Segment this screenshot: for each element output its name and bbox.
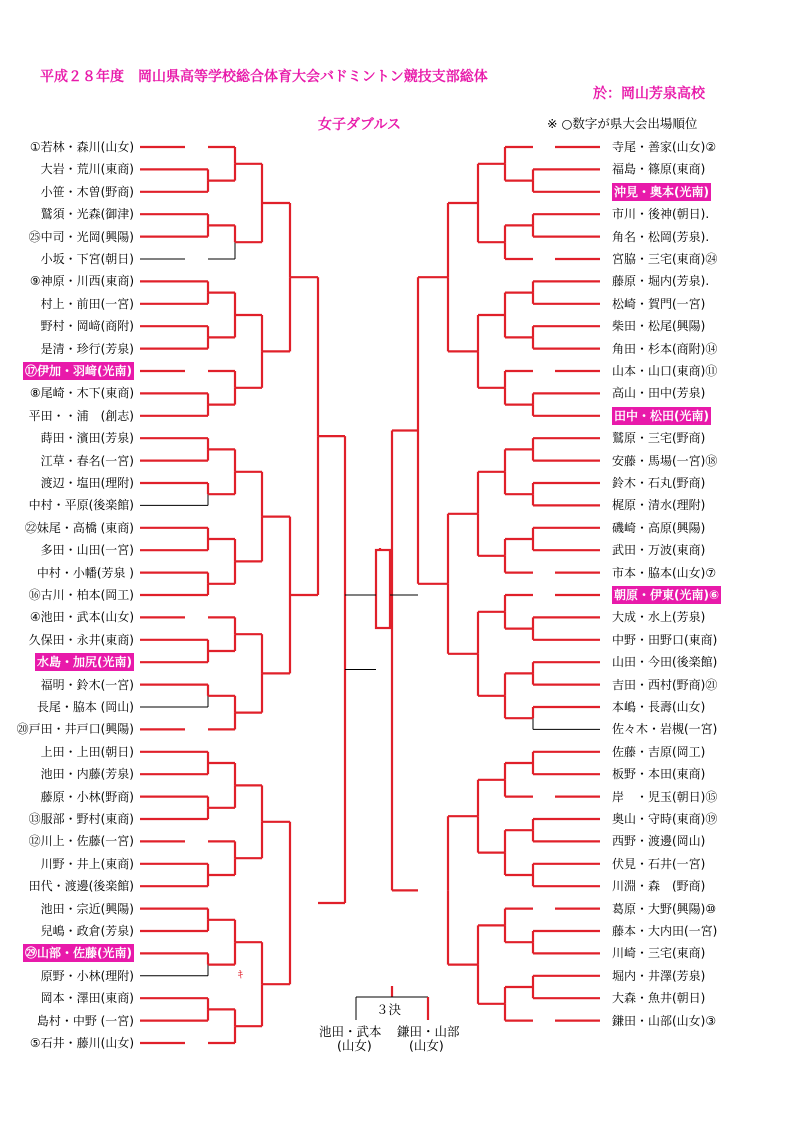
event-title: 女子ダブルス xyxy=(318,117,402,133)
third-place-label: ３決 xyxy=(376,1002,402,1017)
left-entry: 鷲須・光森(御津) xyxy=(40,207,134,222)
left-entry: 池田・内藤(芳泉) xyxy=(40,767,134,782)
left-entry: 渡辺・塩田(理附) xyxy=(40,476,134,490)
right-entry: 安藤・馬場(一宮)⑱ xyxy=(612,453,718,468)
third-place-left-name: 池田・武本 xyxy=(319,1024,382,1039)
qualification-note: ※ ○数字が県大会出場順位 xyxy=(547,116,698,131)
right-entry: 鎌田・山部(山女)③ xyxy=(612,1013,717,1028)
left-entry: 田代・渡邊(後楽館) xyxy=(28,879,134,894)
right-entry: 田中・松田(光南) xyxy=(614,408,709,423)
left-entry: ④池田・武本(山女) xyxy=(29,610,134,625)
left-entry: ⑧尾崎・木下(東商) xyxy=(29,386,134,401)
right-entry: 高山・田中(芳泉) xyxy=(612,386,706,401)
left-entry: 岡本・澤田(東商) xyxy=(40,991,134,1006)
left-entry: 村上・前田(一宮) xyxy=(40,296,134,311)
right-entry: 磯崎・高原(興陽) xyxy=(612,520,706,535)
right-entry: 宮脇・三宅(東商)㉔ xyxy=(612,252,718,266)
right-entry: 中野・田野口(東商) xyxy=(612,632,718,647)
small-mark: ｷ xyxy=(238,970,243,981)
right-entry: 吉田・西村(野商)㉑ xyxy=(612,677,718,692)
third-place-left-school: (山女) xyxy=(337,1038,372,1053)
venue-label: 於：岡山芳泉高校 xyxy=(593,86,705,102)
left-entry: 島村・中野 (一宮) xyxy=(36,1013,134,1028)
right-entry: 葛原・大野(興陽)⑩ xyxy=(612,901,717,916)
left-entry: ㉒妹尾・高橋 (東商) xyxy=(24,520,134,535)
left-entry: 原野・小林(理附) xyxy=(40,968,134,983)
right-entry: 佐藤・吉原(岡工) xyxy=(612,744,706,759)
left-entry: ⑬服部・野村(東商) xyxy=(28,812,134,826)
left-entry: 小坂・下宮(朝日) xyxy=(40,252,134,266)
right-entry: 堀内・井澤(芳泉) xyxy=(612,968,706,983)
right-entry: 板野・本田(東商) xyxy=(612,767,706,782)
third-place-right-school: (山女) xyxy=(409,1038,444,1053)
left-entry: ⑫川上・佐藤(一宮) xyxy=(28,834,134,849)
right-entry: 梶原・清水(理附) xyxy=(612,498,706,513)
right-entry: 伏見・石井(一宮) xyxy=(612,856,706,871)
left-entry: ⑤石井・藤川(山女) xyxy=(29,1036,134,1050)
right-entry: 柴田・松尾(興陽) xyxy=(612,319,706,334)
left-entry: ⑳戸田・井戸口(興陽) xyxy=(16,722,134,737)
left-entry: 上田・上田(朝日) xyxy=(40,744,134,759)
left-entry: 兒嶋・政倉(芳泉) xyxy=(40,924,134,938)
right-entry: 角田・杉本(商附)⑭ xyxy=(612,341,718,356)
final-box xyxy=(376,550,390,628)
left-entry: ①若林・森川(山女) xyxy=(29,140,134,154)
left-entry: 水島・加尻(光南) xyxy=(37,655,132,670)
right-entry: 武田・万波(東商) xyxy=(612,543,706,558)
right-entry: 大森・魚井(朝日) xyxy=(612,991,706,1006)
left-entry: 多田・山田(一宮) xyxy=(40,543,134,558)
right-entry: 鷲原・三宅(野商) xyxy=(612,431,706,446)
left-entry: 池田・宗近(興陽) xyxy=(40,901,134,916)
left-entry: 蒔田・濱田(芳泉) xyxy=(40,431,134,446)
right-entry: 川淵・森 (野商) xyxy=(612,879,706,894)
left-entry: 中村・小幡(芳泉 ) xyxy=(36,565,134,580)
right-entry: 佐々木・岩槻(一宮) xyxy=(612,722,718,737)
left-entry: ㉙山部・佐藤(光南) xyxy=(25,946,132,961)
right-entry: 市川・後神(朝日). xyxy=(612,207,710,222)
right-entry: 藤本・大内田(一宮) xyxy=(612,924,718,938)
right-entry: 角名・松岡(芳泉). xyxy=(612,229,710,244)
right-entry: 奥山・守時(東商)⑲ xyxy=(612,812,718,826)
right-entry: 山田・今田(後楽館) xyxy=(612,655,718,670)
left-entry: 平田・・浦 (創志) xyxy=(28,408,134,423)
right-entry: 山本・山口(東商)⑪ xyxy=(612,364,718,378)
left-entry: 長尾・脇本 (岡山) xyxy=(36,700,134,714)
left-entry: 川野・井上(東商) xyxy=(40,856,134,871)
left-entry: ⑨神原・川西(東商) xyxy=(29,274,134,289)
right-entry: 西野・渡邊(岡山) xyxy=(612,834,706,849)
page-title: 平成２８年度 岡山県高等学校総合体育大会バドミントン競技支部総体 xyxy=(40,69,488,85)
left-entry: 江草・春名(一宮) xyxy=(40,453,134,468)
right-entry: 朝原・伊東(光南)⑥ xyxy=(614,588,720,602)
left-entry: 久保田・永井(東商) xyxy=(28,632,134,647)
left-entry: 小笹・木曽(野商) xyxy=(40,184,134,199)
right-entry: 川崎・三宅(東商) xyxy=(612,946,706,961)
right-entry: 市本・脇本(山女)⑦ xyxy=(612,565,717,580)
left-entry: ㉕中司・光岡(興陽) xyxy=(28,229,134,244)
left-entry: 藤原・小林(野商) xyxy=(40,789,134,804)
left-entry: ⑯古川・柏本(岡工) xyxy=(28,588,134,602)
right-entry: 岸 ・児玉(朝日)⑮ xyxy=(612,789,718,804)
left-entry: 是清・珍行(芳泉) xyxy=(40,341,134,356)
right-entry: 本嶋・長壽(山女) xyxy=(612,700,706,714)
left-entry: 福明・鈴木(一宮) xyxy=(40,677,134,692)
right-entry: 松崎・賀門(一宮) xyxy=(612,296,706,311)
left-entry: 中村・平原(後楽館) xyxy=(28,498,134,513)
left-entry: 野村・岡﨑(商附) xyxy=(40,319,134,334)
right-entry: 寺尾・善家(山女)② xyxy=(612,140,717,154)
right-entry: 福島・篠原(東商) xyxy=(612,162,706,177)
right-entry: 鈴木・石丸(野商) xyxy=(612,476,706,490)
third-place-right-name: 鎌田・山部 xyxy=(397,1024,460,1039)
right-entry: 藤原・堀内(芳泉). xyxy=(612,274,710,289)
left-entry: 大岩・荒川(東商) xyxy=(40,162,134,177)
right-entry: 大成・水上(芳泉) xyxy=(612,610,706,625)
left-entry: ⑰伊加・羽﨑(光南) xyxy=(25,364,132,378)
right-entry: 沖見・奥本(光南) xyxy=(614,184,709,199)
